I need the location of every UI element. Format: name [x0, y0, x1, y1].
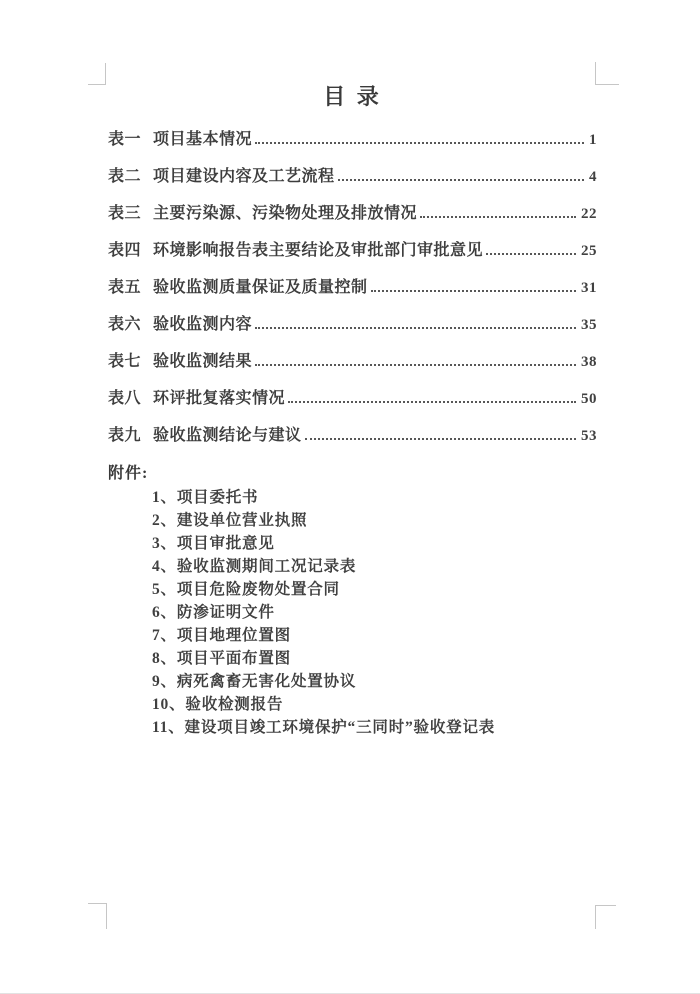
margin-crop-mark-bottom-right — [595, 905, 616, 929]
toc-page-number: 25 — [581, 243, 597, 259]
toc-entry — [108, 354, 597, 370]
attachment-item: 8、项目平面布置图 — [152, 650, 291, 667]
toc-entry-prefix: 表四 — [108, 242, 142, 259]
toc-leader-dots — [255, 364, 576, 366]
attachment-item: 5、项目危险废物处置合同 — [152, 581, 340, 598]
toc-entry-prefix: 表三 — [108, 205, 142, 222]
toc-entry — [108, 206, 597, 222]
toc-leader-dots — [338, 179, 584, 181]
toc-entry-title: 主要污染源、污染物处理及排放情况 — [153, 205, 418, 222]
toc-leader-dots — [255, 142, 584, 144]
toc-leader-dots — [288, 401, 576, 403]
toc-entry — [108, 428, 597, 444]
attachment-item: 3、项目审批意见 — [152, 535, 275, 552]
toc-page-number: 1 — [589, 132, 597, 148]
toc-leader-dots — [371, 290, 576, 292]
page-title: 目 录 — [323, 84, 382, 109]
toc-entry-prefix: 表五 — [108, 279, 142, 296]
toc-entry-title: 环境影响报告表主要结论及审批部门审批意见 — [153, 242, 484, 259]
toc-entry-prefix: 表八 — [108, 390, 142, 407]
toc-entry-title: 验收监测结论与建议 — [153, 427, 302, 444]
margin-crop-mark-top-left — [88, 63, 106, 85]
toc-entry-prefix: 表二 — [108, 168, 142, 185]
toc-page-number: 31 — [581, 280, 597, 296]
toc-entry-prefix: 表九 — [108, 427, 142, 444]
toc-entry — [108, 391, 597, 407]
toc-entry — [108, 243, 597, 259]
toc-entry — [108, 132, 597, 148]
attachment-item: 10、验收检测报告 — [152, 696, 284, 713]
toc-leader-dots — [486, 253, 576, 255]
toc-leader-dots — [420, 216, 576, 218]
toc-entry-prefix: 表一 — [108, 131, 142, 148]
toc-page-number: 4 — [589, 169, 597, 185]
toc-entry-title: 验收监测结果 — [153, 353, 253, 370]
toc-entry-title: 验收监测内容 — [153, 316, 253, 333]
toc-page-number: 53 — [581, 428, 597, 444]
toc-leader-dots — [255, 327, 576, 329]
toc-page-number: 22 — [581, 206, 597, 222]
toc-entry-title: 验收监测质量保证及质量控制 — [153, 279, 368, 296]
toc-entry-title: 项目基本情况 — [153, 131, 253, 148]
toc-entry-title: 环评批复落实情况 — [153, 390, 286, 407]
table-of-contents — [108, 132, 597, 444]
attachment-item: 1、项目委托书 — [152, 489, 259, 506]
toc-entry-title: 项目建设内容及工艺流程 — [153, 168, 335, 185]
toc-entry — [108, 317, 597, 333]
toc-entry — [108, 169, 597, 185]
attachment-item: 9、病死禽畜无害化处置协议 — [152, 673, 357, 690]
attachment-item: 4、验收监测期间工况记录表 — [152, 558, 357, 575]
toc-entry-prefix: 表六 — [108, 316, 142, 333]
attachment-item: 2、建设单位营业执照 — [152, 512, 308, 529]
toc-page-number: 38 — [581, 354, 597, 370]
toc-entry-prefix: 表七 — [108, 353, 142, 370]
attachment-item: 6、防渗证明文件 — [152, 604, 275, 621]
margin-crop-mark-bottom-left — [88, 903, 107, 929]
toc-leader-dots — [305, 438, 576, 440]
margin-crop-mark-top-right — [595, 62, 619, 85]
attachment-list — [108, 490, 597, 736]
attachments-heading: 附件: — [108, 465, 149, 482]
attachments-section — [108, 466, 597, 736]
toc-entry — [108, 280, 597, 296]
attachment-item: 11、建设项目竣工环境保护“三同时”验收登记表 — [152, 719, 496, 736]
attachment-item: 7、项目地理位置图 — [152, 627, 291, 644]
toc-page-number: 35 — [581, 317, 597, 333]
toc-page-number: 50 — [581, 391, 597, 407]
